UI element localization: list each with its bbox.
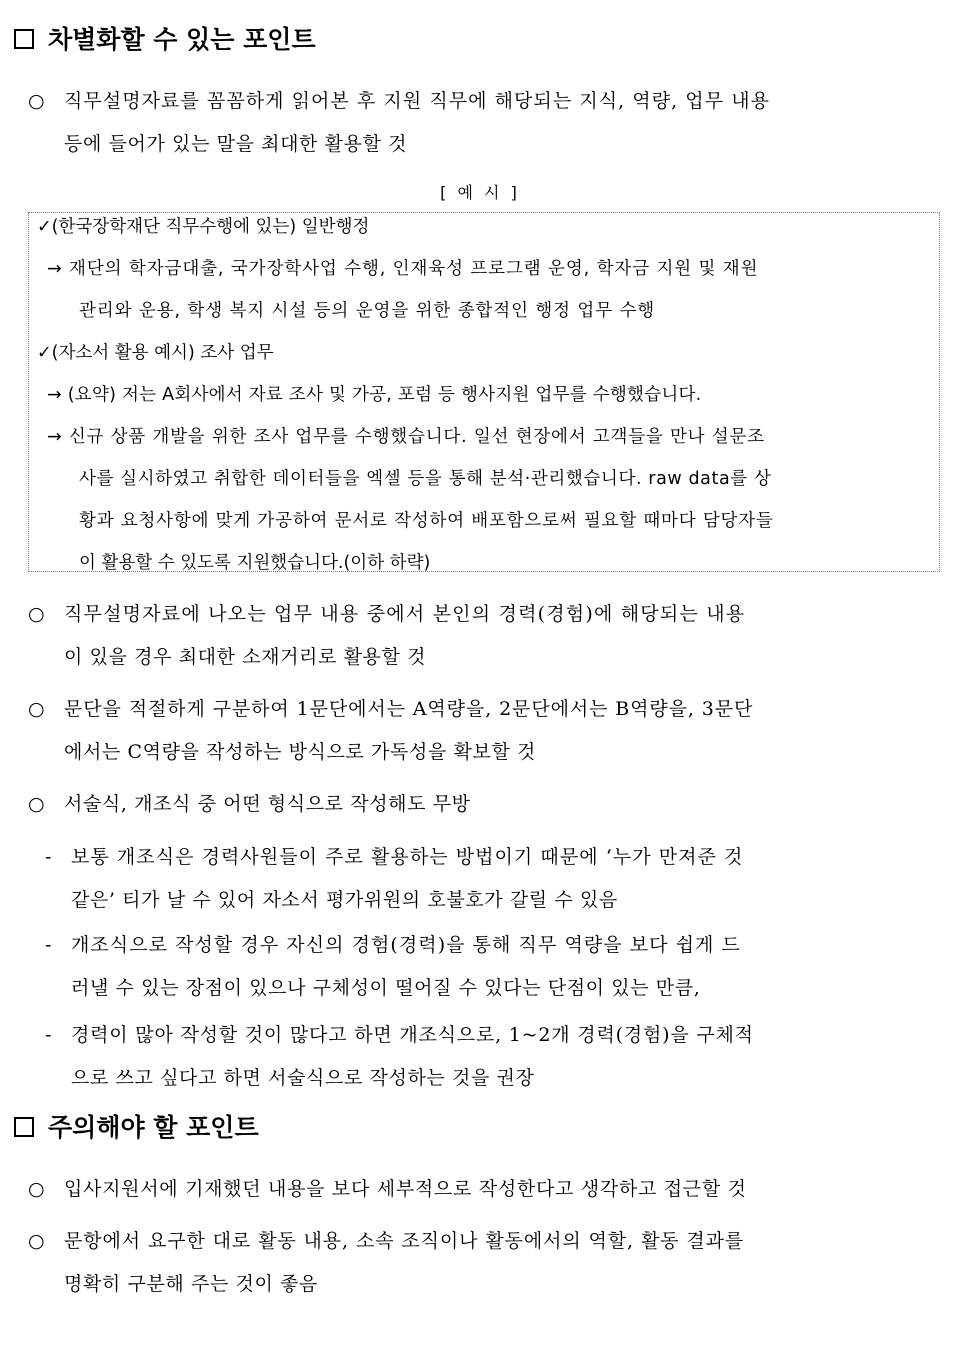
bullet-text: 직무설명자료를 꼼꼼하게 읽어본 후 지원 직무에 해당되는 지식, 역량, 업무 내용 등에 들어가 있는 말을 최대한 활용할 것: [64, 90, 771, 155]
dash-item: [45, 1014, 945, 1100]
dash-text: 개조식으로 작성할 경우 자신의 경험(경력)을 통해 직무 역량을 보다 쉽게 드 러낼 수 있는 장점이 있으나 구체성이 떨어질 수 있다는 단점이 있는 만큼,: [71, 934, 741, 999]
bullet-text: 문항에서 요구한 대로 활동 내용, 소속 조직이나 활동에서의 역할, 활동 결과를 명확히 구분해 주는 것이 좋음: [64, 1230, 745, 1295]
example-box: [28, 212, 940, 572]
dash-bullet: -: [45, 1024, 52, 1046]
example-line: 사를 실시하였고 취합한 데이터들을 엑셀 등을 통해 분석·관리했습니다. raw data를 상: [79, 469, 772, 489]
dash-text: 보통 개조식은 경력사원들이 주로 활용하는 방법이기 때문에 ‘누가 만져준 것 같은’ 티가 날 수 있어 자소서 평가위원의 호불호가 갈릴 수 있음: [71, 846, 744, 911]
dash-item: [45, 924, 945, 1010]
example-label: [ 예 시 ]: [440, 183, 520, 202]
circle-bullet-icon: ○: [28, 793, 45, 815]
example-line-heading: ✓(한국장학재단 직무수행에 있는) 일반행정: [37, 217, 370, 237]
dash-item: [45, 836, 945, 922]
bullet-item: [28, 783, 943, 826]
dash-bullet: -: [45, 846, 52, 868]
dash-bullet: -: [45, 934, 52, 956]
circle-bullet-icon: ○: [28, 603, 45, 625]
circle-bullet-icon: ○: [28, 1178, 45, 1200]
section-heading-differentiation: 차별화할 수 있는 포인트: [14, 25, 316, 55]
bullet-item: [28, 1168, 943, 1211]
section-heading-caution: 주의해야 할 포인트: [14, 1113, 259, 1143]
example-line: → 신규 상품 개발을 위한 조사 업무를 수행했습니다. 일선 현장에서 고객들을 만나 설문조: [47, 427, 765, 447]
bullet-text: 서술식, 개조식 중 어떤 형식으로 작성해도 무방: [64, 793, 471, 815]
circle-bullet-icon: ○: [28, 90, 45, 112]
circle-bullet-icon: ○: [28, 1230, 45, 1252]
circle-bullet-icon: ○: [28, 698, 45, 720]
bullet-text: 직무설명자료에 나오는 업무 내용 중에서 본인의 경력(경험)에 해당되는 내용 이 있을 경우 최대한 소재거리로 활용할 것: [64, 603, 746, 668]
bullet-item: [28, 688, 943, 774]
example-line-heading: ✓(자소서 활용 예시) 조사 업무: [37, 343, 274, 363]
example-line: → 재단의 학자금대출, 국가장학사업 수행, 인재육성 프로그램 운영, 학자금 지원 및 재원: [47, 259, 759, 279]
bullet-item: [28, 593, 943, 679]
example-line: 황과 요청사항에 맞게 가공하여 문서로 작성하여 배포함으로써 필요할 때마다 담당자들: [79, 511, 774, 531]
dash-text: 경력이 많아 작성할 것이 많다고 하면 개조식으로, 1~2개 경력(경험)을 구체적 으로 쓰고 싶다고 하면 서술식으로 작성하는 것을 권장: [71, 1024, 754, 1089]
bullet-text: 입사지원서에 기재했던 내용을 보다 세부적으로 작성한다고 생각하고 접근할 것: [64, 1178, 747, 1200]
checkbox-square-icon: [14, 29, 34, 49]
checkbox-square-icon: [14, 1117, 34, 1137]
bullet-text: 문단을 적절하게 구분하여 1문단에서는 A역량을, 2문단에서는 B역량을, 3문단 에서는 C역량을 작성하는 방식으로 가독성을 확보할 것: [64, 698, 754, 763]
bullet-item: [28, 80, 943, 166]
bullet-item: [28, 1220, 943, 1306]
example-line: → (요약) 저는 A회사에서 자료 조사 및 가공, 포럼 등 행사지원 업무를 수행했습니다.: [47, 385, 702, 405]
example-line: 관리와 운용, 학생 복지 시설 등의 운영을 위한 종합적인 행정 업무 수행: [79, 301, 656, 321]
example-line: 이 활용할 수 있도록 지원했습니다.(이하 하략): [79, 553, 431, 573]
